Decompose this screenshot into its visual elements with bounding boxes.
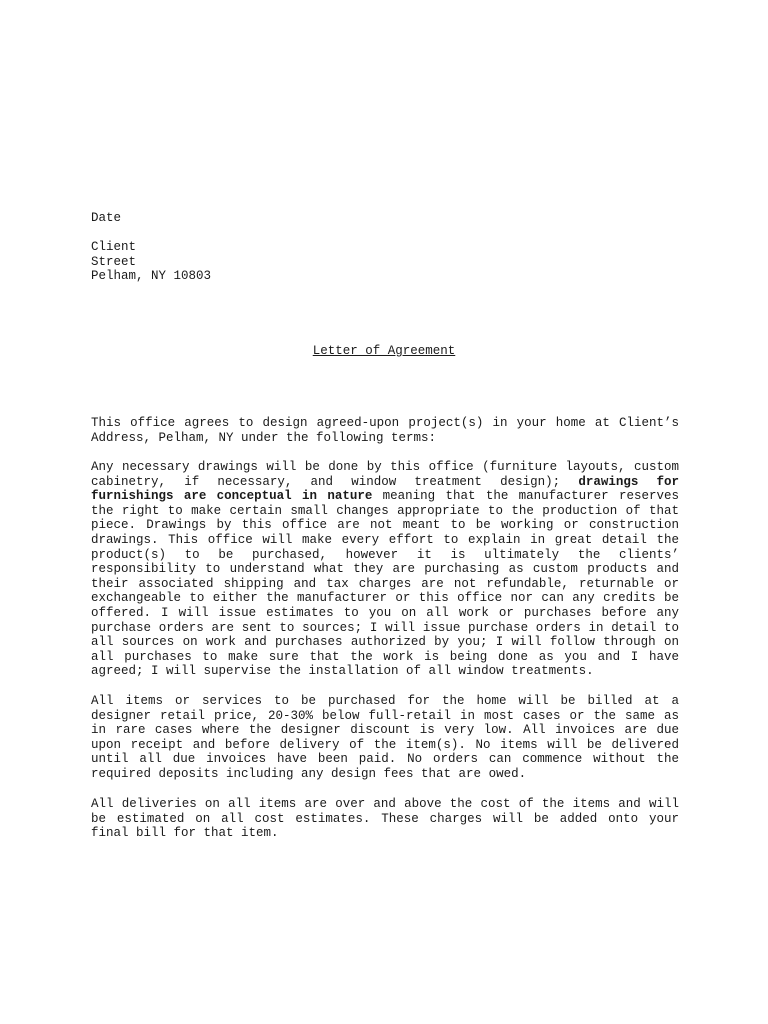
paragraph-drawings: [91, 460, 679, 679]
recipient-city: Pelham, NY 10803: [91, 269, 212, 284]
date-text: Date: [91, 211, 122, 225]
paragraph-intro: This office agrees to design agreed-upon project(s) in your home at Client’s Address, Pelham, NY under the following terms:: [91, 416, 679, 445]
paragraph-deliveries: All deliveries on all items are over and above the cost of the items and will be estimated on all cost estimates. These charges will be added onto your final bill for that item.: [91, 797, 679, 841]
date-line: [91, 211, 679, 226]
recipient-address: [91, 240, 679, 284]
paragraph-billing: All items or services to be purchased for the home will be billed at a designer retail price, 20-30% below full-retail in most cases or the same as in rare cases where the designer discount is very low. All invoices are due upon receipt and before delivery of the item(s). No items will be delivered until all due invoices have been paid. No orders can commence without the required deposits including any design fees that are owed.: [91, 694, 679, 781]
paragraph-drawings-bold-clause: drawings for furnishings are conceptual in nature: [91, 474, 680, 504]
paragraph-drawings-text-start: Any necessary drawings will be done by this office (furniture layouts, custom cabinetry, if necessary, and window treatment design);: [91, 460, 679, 489]
letter-title: Letter of Agreement: [312, 344, 456, 358]
paragraph-drawings-text-end: meaning that the manufacturer reserves the right to make certain small changes appropriate to the production of that piece. Drawings by this office are not meant to be working or construction drawings. This office will make every effort to explain in great detail the product(s) to be purchased, however it is ultimately the clients’ responsibility to understand what they are purchasing as custom products and their associated shipping and tax charges are not refundable, returnable or exchangeable to either the manufacturer or this office nor can any credits be offered. I will issue estimates to you on all work or purchases before any purchase orders are sent to sources; I will issue purchase orders in detail to all sources on work and purchases authorized by you; I will follow through on all purchases to make sure that the work is being done as you and I have agreed; I will supervise the installation of all window treatments.: [91, 489, 679, 679]
recipient-street: Street: [91, 254, 137, 269]
recipient-name: Client: [91, 240, 137, 254]
